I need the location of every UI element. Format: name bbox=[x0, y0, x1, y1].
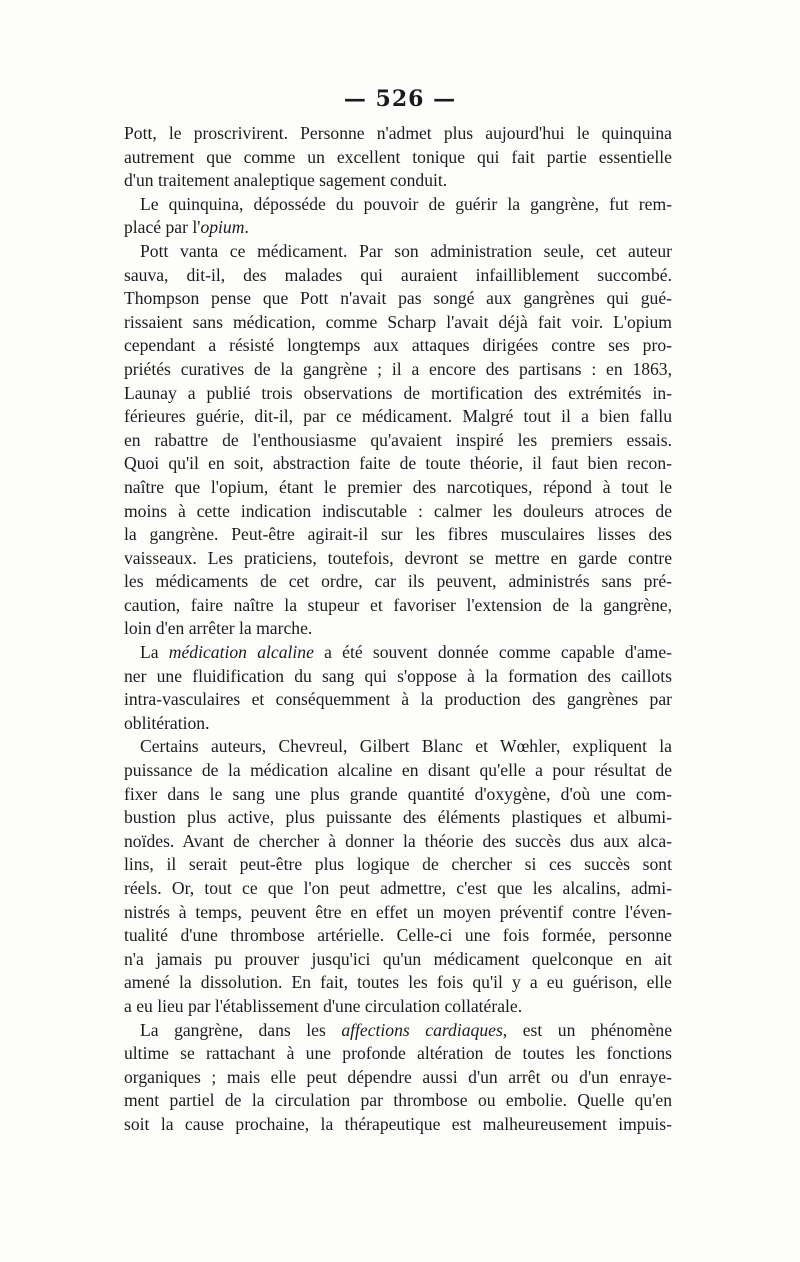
text-line bbox=[124, 216, 672, 240]
text-line: Pott, le proscrivirent. Personne n'admet plus aujourd'hui le quinquina bbox=[124, 123, 672, 143]
text-line: Launay a publié trois observations de mortification des extrémités in- bbox=[124, 382, 672, 403]
text-line: n'a jamais pu prouver jusqu'ici qu'un médicament quelconque en ait bbox=[124, 948, 672, 969]
text-line: sauva, dit-il, des malades qui auraient infailliblement succombé. bbox=[124, 264, 672, 285]
text-line: ultime se rattachant à une profonde altération de toutes les fonctions bbox=[124, 1043, 672, 1064]
text-run: a été souvent donnée comme capable d'ame- bbox=[313, 642, 672, 663]
text-line: ner une fluidification du sang qui s'oppose à la formation des caillots bbox=[124, 665, 672, 686]
page-number: — 526 — bbox=[343, 86, 457, 112]
text-run: . bbox=[244, 217, 249, 238]
text-line: Pott vanta ce médicament. Par son administration seule, cet auteur bbox=[140, 240, 672, 261]
text-run: , est un phénomène bbox=[502, 1019, 672, 1040]
text-line: moins à cette indication indiscutable : calmer les douleurs atroces de bbox=[124, 500, 672, 521]
body-text bbox=[124, 122, 672, 1137]
italic-term: affections cardiaques bbox=[341, 1019, 503, 1040]
text-line: vaisseaux. Les praticiens, toutefois, devront se mettre en garde contre bbox=[124, 547, 672, 568]
text-line: réels. Or, tout ce que l'on peut admettre, c'est que les alcalins, admi- bbox=[124, 878, 672, 898]
text-line: ment partiel de la circulation par thrombose ou embolie. Quelle qu'en bbox=[124, 1090, 672, 1111]
text-line bbox=[124, 1019, 672, 1043]
text-line: lins, il serait peut-être plus logique de chercher si ces succès sont bbox=[124, 854, 672, 875]
italic-term: médication alcaline bbox=[168, 642, 314, 663]
text-line: intra-vasculaires et conséquemment à la production des gangrènes par bbox=[124, 689, 672, 710]
text-line: férieures guérie, dit-il, par ce médicament. Malgré tout il a bien fallu bbox=[124, 406, 672, 427]
italic-term: opium bbox=[200, 217, 245, 238]
text-line: cependant a résisté longtemps aux attaques dirigées contre ses pro- bbox=[124, 335, 672, 356]
text-line: tualité d'une thrombose artérielle. Celle-ci une fois formée, personne bbox=[124, 925, 672, 946]
text-line: Certains auteurs, Chevreul, Gilbert Blanc et Wœhler, expliquent la bbox=[140, 736, 672, 757]
text-line bbox=[124, 641, 672, 665]
text-line: les médicaments de cet ordre, car ils peuvent, administrés sans pré- bbox=[124, 571, 672, 592]
text-line: priétés curatives de la gangrène ; il a encore des partisans : en 1863, bbox=[124, 358, 672, 379]
text-line bbox=[124, 193, 672, 217]
text-line: naître que l'opium, étant le premier des narcotiques, répond à tout le bbox=[124, 476, 672, 497]
text-line: Thompson pense que Pott n'avait pas songé aux gangrènes qui gué- bbox=[124, 288, 672, 309]
text-line: loin d'en arrêter la marche. bbox=[124, 618, 313, 639]
text-line: amené la dissolution. En fait, toutes les fois qu'il y a eu guérison, elle bbox=[124, 972, 672, 993]
text-run: La bbox=[140, 642, 169, 663]
text-line: soit la cause prochaine, la thérapeutique est malheureusement impuis- bbox=[124, 1113, 672, 1134]
text-line: en rabattre de l'enthousiasme qu'avaient inspiré les premiers essais. bbox=[124, 429, 672, 450]
text-line: a eu lieu par l'établissement d'une circulation collatérale. bbox=[124, 995, 523, 1016]
text-line: Quoi qu'il en soit, abstraction faite de toute théorie, il faut bien recon- bbox=[124, 453, 672, 474]
text-line: d'un traitement analeptique sagement conduit. bbox=[124, 170, 448, 191]
text-line: nistrés à temps, peuvent être en effet un moyen préventif contre l'éven- bbox=[124, 901, 672, 922]
text-line: caution, faire naître la stupeur et favoriser l'extension de la gangrène, bbox=[124, 594, 672, 615]
text-line: oblitération. bbox=[124, 712, 210, 733]
text-line: puissance de la médication alcaline en disant qu'elle a pour résultat de bbox=[124, 760, 672, 781]
text-run: placé par l' bbox=[124, 217, 201, 238]
text-line: fixer dans le sang une plus grande quantité d'oxygène, d'où une com- bbox=[124, 783, 672, 804]
text-line: organiques ; mais elle peut dépendre aussi d'un arrêt ou d'un enraye- bbox=[124, 1066, 672, 1087]
text-run: La gangrène, dans les bbox=[140, 1019, 342, 1040]
text-run: Le quinquina, déposséde du pouvoir de guérir la gangrène, fut rem- bbox=[140, 193, 672, 214]
text-line: autrement que comme un excellent tonique qui fait partie essentielle bbox=[124, 146, 672, 167]
text-line: rissaient sans médication, comme Scharp l'avait déjà fait voir. L'opium bbox=[124, 311, 672, 332]
text-line: noïdes. Avant de chercher à donner la théorie des succès dus aux alca- bbox=[124, 830, 672, 851]
text-line: bustion plus active, plus puissante des éléments plastiques et albumi- bbox=[124, 807, 672, 828]
text-line: la gangrène. Peut-être agirait-il sur les fibres musculaires lisses des bbox=[124, 524, 672, 545]
